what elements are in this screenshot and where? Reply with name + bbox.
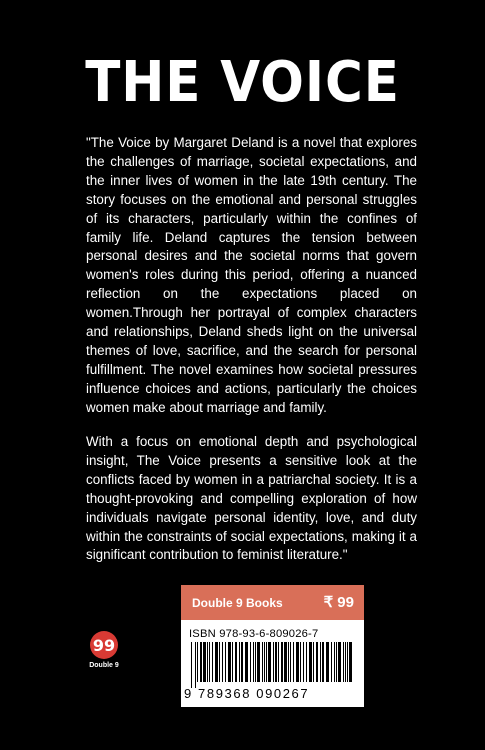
barcode-bar bbox=[195, 642, 196, 688]
barcode-bar bbox=[212, 642, 213, 682]
barcode-bar bbox=[313, 642, 314, 682]
barcode-bar bbox=[235, 642, 237, 682]
barcode-bar bbox=[309, 642, 312, 682]
barcode-bar bbox=[191, 642, 192, 688]
barcode-bar bbox=[253, 642, 254, 682]
blurb-paragraph-1: "The Voice by Margaret Deland is a novel that explores the challenges of marriage, societal expectations, and the inner lives of women in the late 19th century. The story focuses on the emotional and personal struggles of its characters, particularly within the confines of family life. Deland captures the tension between personal desires and the societal norms that govern women's roles during this period, offering a nuanced reflection on the expectations placed on women.Through her portrayal of complex characters and relationships, Deland sheds light on the universal themes of love, sacrifice, and the search for personal fulfillment. The novel examines how societal pressures influence choices and actions, particularly the choices women make about marriage and family. bbox=[86, 135, 417, 415]
publisher-name: Double 9 Books bbox=[192, 596, 283, 610]
price-label: ₹ 99 bbox=[323, 594, 354, 611]
isbn-text: ISBN 978-93-6-809026-7 bbox=[189, 628, 319, 640]
barcode-bar bbox=[334, 642, 335, 682]
barcode-bar bbox=[255, 642, 256, 682]
barcode-bar bbox=[203, 642, 206, 682]
barcode-number: 9 789368 090267 bbox=[184, 686, 310, 701]
barcode-bar bbox=[288, 642, 289, 682]
price-strip bbox=[181, 585, 364, 620]
logo-text: Double 9 bbox=[89, 662, 119, 669]
barcode-bar bbox=[200, 642, 202, 682]
logo-mark: 99 bbox=[92, 636, 116, 655]
barcode-bar bbox=[264, 642, 265, 682]
barcode-bar bbox=[345, 642, 346, 682]
barcode-bar bbox=[232, 642, 233, 682]
barcode-bar bbox=[207, 642, 208, 682]
barcode-bar bbox=[239, 642, 240, 682]
barcode-bars bbox=[189, 642, 357, 688]
barcode-bar bbox=[219, 642, 220, 682]
barcode-bar bbox=[326, 642, 329, 682]
double9-logo-icon bbox=[86, 630, 122, 670]
barcode-bar bbox=[250, 642, 251, 682]
barcode-bar bbox=[215, 642, 218, 682]
barcode-bar bbox=[241, 642, 243, 682]
barcode-bar bbox=[228, 642, 231, 682]
barcode-bar bbox=[290, 642, 291, 682]
barcode-bar bbox=[338, 642, 341, 682]
barcode-bar bbox=[347, 642, 348, 682]
barcode-bar bbox=[306, 642, 307, 682]
barcode-bar bbox=[262, 642, 263, 682]
barcode-bar bbox=[300, 642, 301, 682]
barcode-bar bbox=[257, 642, 260, 682]
barcode-bar bbox=[268, 642, 271, 682]
barcode-bar bbox=[273, 642, 274, 682]
barcode-bar bbox=[209, 642, 210, 682]
barcode-bar bbox=[278, 642, 279, 682]
book-title: THE VOICE bbox=[85, 50, 400, 115]
barcode-bar bbox=[197, 642, 198, 682]
barcode-bar bbox=[336, 642, 337, 682]
barcode-bar bbox=[316, 642, 318, 682]
barcode-bar bbox=[331, 642, 332, 682]
barcode-bar bbox=[266, 642, 267, 682]
barcode-bar bbox=[320, 642, 321, 682]
blurb-paragraph-2: With a focus on emotional depth and psychological insight, The Voice presents a sensitive look at the conflicts faced by women in a patriarchal society. It is a thought-provoking and compelling exploration of how individuals navigate personal identity, love, and duty within the constraints of social expectations, making it a significant contribution to feminist literature." bbox=[86, 434, 417, 563]
barcode-bar bbox=[245, 642, 248, 682]
barcode-bar bbox=[322, 642, 324, 682]
barcode-bar bbox=[275, 642, 277, 682]
barcode-bar bbox=[293, 642, 294, 682]
barcode-bar bbox=[281, 642, 283, 682]
barcode-bar bbox=[222, 642, 223, 682]
barcode-bar bbox=[349, 642, 352, 682]
barcode-price-box bbox=[181, 585, 364, 707]
barcode-bar bbox=[225, 642, 226, 682]
barcode-bar bbox=[284, 642, 287, 682]
barcode-bar bbox=[303, 642, 304, 682]
barcode-bar bbox=[343, 642, 344, 682]
barcode-bar bbox=[296, 642, 299, 682]
